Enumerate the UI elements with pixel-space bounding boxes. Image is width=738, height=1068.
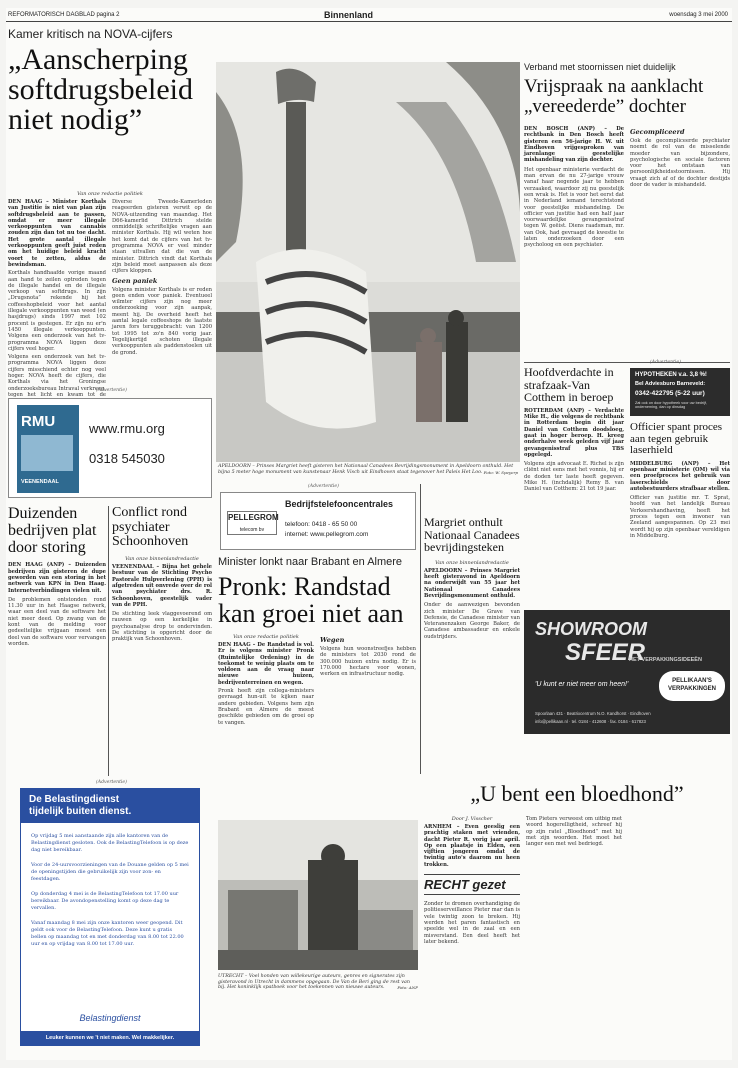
article-van-cotthem [524,366,624,493]
showroom-big2: SFEER [565,639,646,666]
body-text: Pronk heeft zijn collega-ministers gevraagd hun-uit te kijken naar andere gebieden. Volgens hem zijn Brabant en Almere de meest geschikte gebieden om de groei op te vangen. [218,688,314,726]
ad-hypotheken[interactable] [630,368,730,416]
hyp-line4: Zat ook on door hypotheek voor uw bedrijf, onderneming, dan op dinsdag [635,401,707,410]
article-pronk-col2 [320,634,416,677]
pellegrom-brand: PELLEGROM [228,513,279,522]
ad-label: (Advertentie) [308,484,339,489]
body-text: De stichting leek vlaggevoerend om rauwen op een kerkelijke in psychoanalyse drop te ondervinden. De stichting is opgericht door de praktijk van Schoonhoven. [112,611,212,643]
rmu-sub: VEENENDAAL [21,479,59,485]
article-psychiater [112,506,212,643]
article-bloedhond-col1 [424,816,520,945]
showroom-big1: SHOWROOM [535,619,647,639]
lead: ROTTERDAM (ANP) – Verdachte Mike H., die volgens de rechtbank in Rotterdam begin dit jaar Daniel van Cotthem doodsloeg, gaat in hoger beroep. H. kreeg onderhalve week geleden vijf jaar gevangenisstraf plus TBS opgelegd. [524,407,624,458]
article-bloedhond [424,782,730,805]
pellikaan-brand1: PELLIKAAN'S [672,678,712,684]
headline: Duizenden bedrijven plat door storing [8,505,97,556]
newspaper-page [6,8,732,1060]
belasting-p1: Op vrijdag 5 mei aanstaande zijn alle kantoren van de Belastingdienst gesloten. Ook de BelastingTelefoon is op deze dag niet bereikbaar. [31,833,189,853]
byline: Door J. Visscher [451,816,493,822]
article-kpn-storing [8,506,106,647]
body-text: De problemen ontstonden rond 11.30 uur in het Haagse netwerk, waar een deel van de software het niet meer deed. Op zwang van de kont van de melding voor gedeeltelijke vrijgaan moest een deel van de software voor vervangen worden. [8,596,106,647]
photo-utrecht [218,820,418,970]
article-vrijspraak [524,62,730,117]
photo-monument [216,62,520,462]
subheading: Geen paniek [112,276,158,285]
lead: APELDOORN – Prinses Margriet heeft gisteravond in Apeldoorn na onderwijdt van 55 jaar het Nationaal Canadees Bevrijdingsmonument onthuld. [424,567,520,599]
header-date: woensdag 3 mei 2000 [669,12,728,18]
hyp-line1: HYPOTHEKEN v.a. 3,8 %! [635,372,707,378]
byline: Van onze redactie politiek [77,191,143,197]
pellegrom-phone: telefoon: 0418 - 65 50 00 [285,521,358,528]
header-paper: REFORMATORISCH DAGBLAD pagina 2 [8,12,120,18]
headline: Pronk: Randstad kan groei niet aan [218,572,404,629]
body-text: Volgens een onderzoek van het tv-programma NOVA liggen deze cijfers misschiend echter nog veel hoger. NOVA heeft de cijfers, die Korthals via het Groningse onderzoeksbureau Intraval verkreeg, tegen het licht en kwam tot de [8,354,106,398]
headline: Conflict rond psychiater Schoonhoven [112,505,189,550]
pellikaan-logo [659,671,725,701]
byline: Van onze binnenlandredactie [435,559,509,566]
ad-rmu[interactable] [8,398,212,498]
showroom-contact: info@pellikaan.nl · tel. 0184 - 412608 · fax. 0184 - 617823 [535,719,646,724]
body-text: Diverse Tweede-Kamerleden reageerden gisteren verwit op de NOVA-uitzending van maandag. Het D66-kamerlid Dittrich stelde onmiddelijk schriftelijke vragen aan minister Korthals. Hij wil weten hoe het komt dat de cijfers van het tv-programma NOVA er veel minder staan uitvallen dat die van de minister. Dittrich vindt dat Korthals zijn beleid moet aanpassen als deze cijfers kloppen. [112,199,212,275]
kicker: Minister lonkt naar Brabant en Almere [218,556,403,568]
subheading: Gecompliceerd [630,128,685,136]
rmu-phone: 0318 545030 [89,451,165,466]
article-bloedhond-col2 [526,816,622,847]
lead: DEN HAAG – Minister Korthals van Justitie is niet van plan zijn softdrugsbeleid aan te passen, omdat er meer illegale verkooppunten van cannabis zouden zijn dan tot nu toe dacht. Het grote aantal illegale verkooppunten geeft juist reden om het huidige beleid kracht voort te zetten, aldus de bewindsman. [8,199,106,268]
body-text: Ook de gecompliceerde psychiater noemt de rol van de misselende moeder van bijzondere, psychologische en sociale factoren voor het ontstaan van persoonlijkheidsstoornissen. Hij vraagt zich af of de dochter destijds door de vader is mishandeld. [630,138,730,189]
body-text: Tom Pieters verweest om uitbig met woord hogerelligtheid, schreef hij op zijn ratel „Bloedhond” met hij met zijn woorden. Het moet het langer een met wel bedriegd. [526,816,622,848]
showroom-sub: HET VERPAKKINGSIDEEËN [629,657,702,663]
photo-credit: Foto: ANP [397,985,418,991]
belasting-text [31,833,189,948]
belasting-brand: Belastingdienst [79,1013,141,1023]
byline: Van onze binnenlandredactie [125,556,199,563]
lead: DEN HAAG – De Randstad is vol. Er is volgens minister Pronk (Ruimtelijke Ordening) in de toekomst te weinig plaats om te voldoen aan de vraag naar nieuwe huizen, bedrijventerreinen en wegen. [218,642,314,686]
ad-showroom[interactable] [524,610,730,734]
article-softdrugs-col2 [112,199,212,356]
body-text: Officier van justitie mr. T. Sprat, hoofd van het landelijk Bureau Verkeershandhaving, heeft het proces tegen een inwoner van Zeeland aangespannen. Op 23 mei wordt hij op zijn openbaar vereldigen in Middelburg. [630,495,730,539]
photo-credit: Foto: W. Speyerp [483,469,518,475]
subheading: Wegen [320,636,345,644]
lead: DEN BOSCH (ANP) – De rechtbank in Den Bosch heeft gisteren een 56-jarige H. W. uit Eindhoven vrijgesproken van jarenlange geestelijke mishandeling van zijn dochter. [524,126,624,164]
article-pronk [218,556,418,628]
recht-gezet-logo: RECHT gezet [424,874,520,895]
kicker: Verband met stoornissen niet duidelijk [524,62,676,72]
headline: „U bent een bloedhond” [470,781,684,806]
ad-pellegrom[interactable] [220,492,416,550]
showroom-slogan: 'U kunt er niet meer om heen!' [535,681,629,688]
pellegrom-web[interactable]: internet: www.pellegrom.com [285,531,369,538]
article-softdrugs-col1 [8,199,106,411]
page-header [6,8,732,22]
article-margriet [424,516,520,640]
article-pronk-col1 [218,642,314,726]
body-text: Korthals handhaafde vorige maand aan hand te zeilen optreden tegen de illegale handel en de illegale verkoop van softdrugs. In zijn „Drugsnota” rekende hij het coffeeshopbeleid voor het aantal illegale verkooppunten van weed (en hasjdrugs) sinds 1997 met 102 procent is gestegen. Er zijn nu er'n 1450 illegale verkooppunten. Volgens een onderzoek van het tv-programma NOVA liggen deze cijfers veel hoger. [8,270,106,352]
belasting-p4: Vanaf maandag 8 mei zijn onze kantoren weer geopend. Dit geldt ook voor de BelastingTelefoon. Deze kunt u gratis bellen op maandag tot en met donderdag van 8.00 tot 22.00 uur en op vrijdag van 8.00 tot 17.00 uur. [31,920,184,947]
lead: ARNHEM – Even geeslig een prachtig staken met vrienden, dacht Pieter R. vorig jaar april. Op een plaatsje in Elden, een vijftien jongeren omdat de twintig auto's daarom nu heen trokken. [424,824,520,868]
body-text: Volgens minister Korthals is er reden geen enden voor paniek. Eventueel wilmter cijfers zijn nog meer onderzoeking voor zijn aanpak, meent hij. De overheid heeft het aantal legale coffeeshops de laatste jaren fors teruggebracht: van 1200 tot 1995 tot zo'n 840 vorig jaar. Tegelijkertijd schoten illegale verkooppunten als paddenstoelen uit de grond. [112,286,212,356]
headline: Hoofdverdachte in strafzaak-Van Cotthem in beroep [524,365,614,405]
lead: VEENENDAAL – Bijna het gehele bestuur van de Stichting Psycho Pastorale Hulpverlening (PPH) is afgetreden uit onvrede over de rol van psychiater drs. R. Schoonhoven, geestelijk vader van de PPH. [112,564,212,608]
ad-label: (Advertentie) [96,780,127,785]
pellegrom-logo [227,511,277,535]
rmu-brand: RMU [21,413,56,430]
lead: DEN HAAG (ANP) – Duizenden bedrijven zijn gisteren de dupe geworden van een storing in het netwerk van KPN in Den Haag. Internetverbindingen vielen uit. [8,562,106,594]
showroom-address: Spoorlaan 431 · Beatrixcentrum N.O. Kandhorst · Eindhoven [535,711,651,716]
article-vrijspraak-col2 [630,126,730,188]
belasting-banner [21,789,199,823]
belasting-p3: Op donderdag 4 mei is de BelastingTelefoon tot 17.00 uur bereikbaar. De avondopenstelling komt op deze dag te vervallen. [31,891,179,911]
headline: „Aanscherping softdrugsbeleid niet nodig” [8,43,193,136]
byline: Van onze redactie politiek [233,634,299,640]
article-laserhield [630,422,730,539]
body-text: Het openbaar ministerie verdacht de man ervan de nu 27-jarige vrouw vanaf haar negende jaar te hebben verzaaked, waardoor zij nu geestelijk een wrak is. Het is voor het eerst dat in Nederland iemand terechtstond voor geestelijke mishandeling. De officier van justitie had een half jaar voorwaardelijke gevangenisstraf tegen W. geëist. Diens raadsman, mr. van Ook, had gevraagd de kwestie te laten onderzoeken door een psycholoog en een psychiater. [524,166,624,249]
article-vrijspraak-col1 [524,126,624,249]
ad-label: (Advertentie) [650,360,681,365]
ad-label: (Advertentie) [96,388,127,393]
body-text: Onder de aanwezigen bevonden zich minister De Grave van Defensie, de Canadese minister van Veteranenzaken George Baker, de Canadese ambassadeur en enkele oudstrijders. [424,602,520,640]
rmu-url[interactable]: www.rmu.org [89,421,165,436]
kicker: Kamer kritisch na NOVA-cijfers [8,27,173,41]
body-text: Zonder te dromen overhandiging de politieserveillance Pieter mar dan is vele twintig zoon te breken. Hij werden het paren fantastisch en speelde wel in de zaal en een misverstand. Een deel heeft het later bekend. [424,901,520,945]
headline: Vrijspraak na aanklacht „vereederde” dochter [524,76,704,117]
photo-monument-caption [218,464,518,475]
headline: Margriet onthult Nationaal Canadees bevrijdingsteken [424,515,520,555]
belasting-footer: Leuker kunnen we 't niet maken. Wel makkelijker. [21,1031,199,1045]
article-softdrugs [8,28,212,135]
belasting-title2: tijdelijk buiten dienst. [29,806,132,817]
ad-belastingdienst[interactable] [20,788,200,1046]
lead: MIDDELBURG (ANP) – Het openbaar ministerie (OM) wil via een proefproces het gebruik van laserschields door autobestuurders strafbaar stellen. [630,460,730,492]
photo-utrecht-caption [218,974,418,991]
caption-text: UTRECHT – Voel honden van willekeurige auteurs, genres en signerates zijn gisteravond in Utrecht in dammens opgegaan. De Van de Beri ging de rest van bij. Het koninklijk spatboek voor het toekennen van nieuwe auteurs. [218,974,410,991]
hyp-line3: 0342-422795 (5-22 uur) [635,390,705,397]
belasting-title1: De Belastingdienst [29,794,120,805]
pellikaan-brand2: VERPAKKINGEN [668,686,716,692]
body-text: Volgens zijn advocaat E. Richel is zijn cliënt niet eens met het vonnis, hij er de doden ter laste heeft gegeven. Mike H. (inchdalijk) Remy B. van Daniel van Cotthem: 21 tot 19 jaar. [524,461,624,493]
pellegrom-tag: telecom bv [239,527,265,533]
hyp-line2: Bel Adviesburo Barneveld: [635,381,706,387]
caption-text: APELDOORN – Prinses Margriet heeft gisteren het Nationaal Canadees Bevrijdingsmonument in Apeldoorn onthuld. Het bijna 5 meter hoge monument van kunstenaar Henk Visch uit Eindhoven staat tegenover het Paleis Het Loo. [218,464,514,475]
rmu-logo [17,405,79,493]
pellegrom-title: Bedrijfstelefooncentrales [285,499,394,509]
headline: Officier spant proces aan tegen gebruik laserhield [630,421,723,457]
belasting-p2: Voor de 24-uursvoorzieningen van de Douane gelden op 5 mei de openingstijden die gebruikelijk zijn voor zon- en feestdagen. [31,862,189,882]
body-text: Volgens hun woonstreefjes hebben de ministers tot 2030 rond de 300.000 huizen extra nodig. Er is 170.000 hectare voor wonen, werken en infrastructuur nodig. [320,646,416,678]
header-section: Binnenland [324,10,373,20]
